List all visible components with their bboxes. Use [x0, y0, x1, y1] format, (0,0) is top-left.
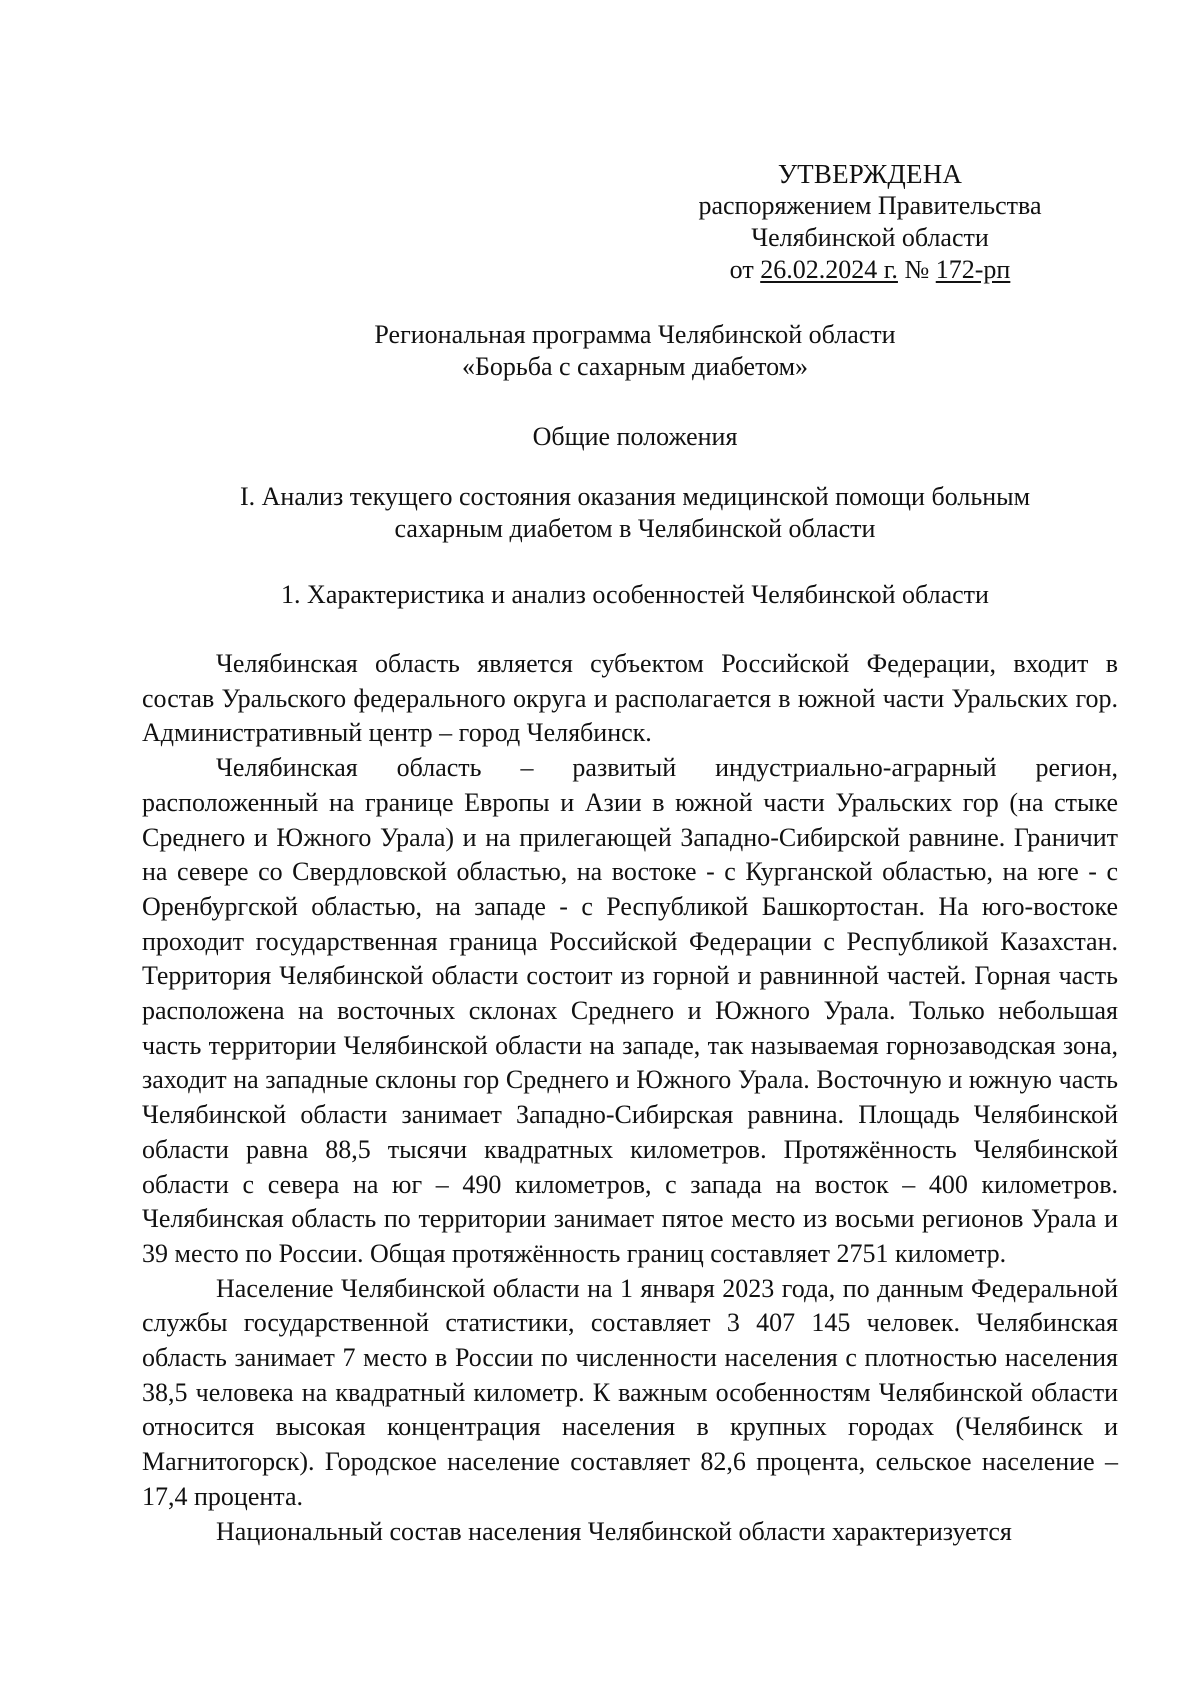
general-provisions-heading — [150, 421, 1120, 453]
program-title-line-1: Региональная программа Челябинской области — [374, 320, 896, 349]
approval-date-line — [660, 254, 1080, 286]
approval-stamp — [660, 158, 1080, 286]
section-heading-line-1: I. Анализ текущего состояния оказания медицинской помощи больным — [239, 482, 1031, 511]
approval-date: 26.02.2024 г. — [760, 255, 898, 284]
approval-line-2: Челябинской области — [751, 223, 989, 252]
approval-title: УТВЕРЖДЕНА — [777, 159, 963, 189]
approval-date-prefix: от — [729, 255, 761, 284]
paragraph-2: Челябинская область – развитый индустриально-аграрный регион, расположенный на границе Европы и Азии в южной части Уральских гор (на стыке Среднего и Южного Урала) и на прилегающей Западно-Сибирской равнине. Граничит на севере со Свердловской областью, на востоке - с Курганской областью, на юге - с Оренбургской областью, на западе - с Республикой Башкортостан. На юго-востоке проходит государственная граница Российской Федерации с Республикой Казахстан. Территория Челябинской области состоит из горной и равнинной частей. Горная часть расположена на восточных склонах Среднего и Южного Урала. Только небольшая часть территории Челябинской области на западе, так называемая горнозаводская зона, заходит на западные склоны гор Среднего и Южного Урала. Восточную и южную часть Челябинской области занимает Западно-Сибирская равнина. Площадь Челябинской области равна 88,5 тысячи квадратных километров. Протяжённость Челябинской области с севера на юг – 490 километров, с запада на восток – 400 километров. Челябинская область по территории занимает пятое место из восьми регионов Урала и 39 место по России. Общая протяжённость границ составляет 2751 километр. — [142, 753, 1118, 1268]
paragraph-4: Национальный состав населения Челябинской области характеризуется — [216, 1516, 1012, 1546]
approval-number: 172-рп — [935, 255, 1011, 284]
general-provisions-title: Общие положения — [532, 422, 738, 451]
section-heading — [150, 481, 1120, 545]
subsection-title: 1. Характеристика и анализ особенностей Челябинской области — [281, 580, 989, 609]
program-title-line-2: «Борьба с сахарным диабетом» — [461, 352, 809, 381]
approval-line-1: распоряжением Правительства — [698, 191, 1042, 220]
approval-number-sign: № — [897, 255, 936, 284]
program-title — [150, 319, 1120, 383]
body-text — [142, 647, 1118, 1549]
subsection-heading — [150, 579, 1120, 611]
paragraph-1: Челябинская область является субъектом Российской Федерации, входит в состав Уральского федерального округа и располагается в южной части Уральских гор. Административный центр – город Челябинск. — [142, 649, 1118, 748]
section-heading-line-2: сахарным диабетом в Челябинской области — [394, 514, 876, 543]
paragraph-3: Население Челябинской области на 1 января 2023 года, по данным Федеральной службы государственной статистики, составляет 3 407 145 человек. Челябинская область занимает 7 место в России по численности населения с плотностью населения 38,5 человека на квадратный километр. К важным особенностям Челябинской области относится высокая концентрация населения в крупных городах (Челябинск и Магнитогорск). Городское население составляет 82,6 процента, сельское население – 17,4 процента. — [142, 1273, 1118, 1511]
